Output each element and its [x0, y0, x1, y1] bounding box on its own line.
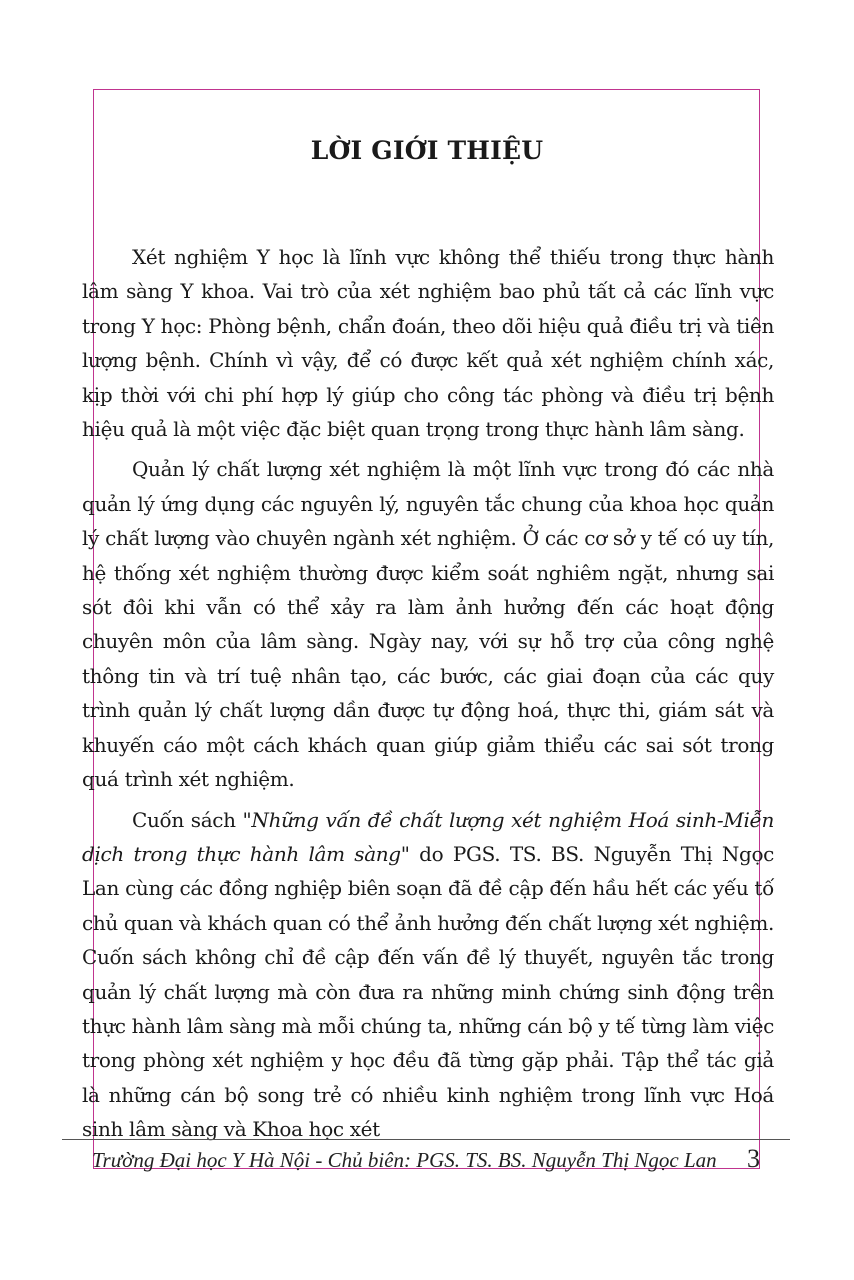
paragraph-2: Quản lý chất lượng xét nghiệm là một lĩnh vực trong đó các nhà quản lý ứng dụng các nguyên lý, nguyên tắc chung của khoa học quản lý chất lượng vào chuyên ngành xét nghiệm. Ở các cơ sở y tế có uy tín, hệ thống xét nghiệm thường được kiểm soát nghiêm ngặt, nhưng sai sót đôi khi vẫn có thể xảy ra làm ảnh hưởng đến các hoạt động chuyên môn của lâm sàng. Ngày nay, với sự hỗ trợ của công nghệ thông tin và trí tuệ nhân tạo, các bước, các giai đoạn của các quy trình quản lý chất lượng dần được tự động hoá, thực thi, giám sát và khuyến cáo một cách khách quan giúp giảm thiểu các sai sót trong quá trình xét nghiệm.: [82, 457, 774, 792]
paragraph-3-rest: " do PGS. TS. BS. Nguyễn Thị Ngọc Lan cùng các đồng nghiệp biên soạn đã đề cập đến hầu hết các yếu tố chủ quan và khách quan có thể ảnh hưởng đến chất lượng xét nghiệm. Cuốn sách không chỉ đề cập đến vấn đề lý thuyết, nguyên tắc trong quản lý chất lượng mà còn đưa ra những minh chứng sinh động trên thực hành lâm sàng mà mỗi chúng ta, những cán bộ y tế từng làm việc trong phòng xét nghiệm y học đều đã từng gặp phải. Tập thể tác giả là những cán bộ song trẻ có nhiều kinh nghiệm trong lĩnh vực Hoá sinh lâm sàng và Khoa học xét: [82, 841, 774, 1142]
paragraph-3-lead: Cuốn sách ": [132, 807, 252, 832]
footer-text: Trường Đại học Y Hà Nội - Chủ biên: PGS. TS. BS. Nguyễn Thị Ngọc Lan: [92, 1148, 717, 1172]
footer-rule: [62, 1139, 790, 1140]
page-number: 3: [747, 1144, 760, 1173]
book-title: Những vấn đề chất lượng xét nghiệm Hoá sinh-Miễn dịch trong thực hành lâm sàng: [82, 807, 774, 866]
body-text: [82, 240, 774, 1153]
paragraph-1: Xét nghiệm Y học là lĩnh vực không thể thiếu trong thực hành lâm sàng Y khoa. Vai trò của xét nghiệm bao phủ tất cả các lĩnh vực trong Y học: Phòng bệnh, chẩn đoán, theo dõi hiệu quả điều trị và tiên lượng bệnh. Chính vì vậy, để có được kết quả xét nghiệm chính xác, kịp thời với chi phí hợp lý giúp cho công tác phòng và điều trị bệnh hiệu quả là một việc đặc biệt quan trọng trong thực hành lâm sàng.: [82, 245, 774, 442]
page-title: LỜI GIỚI THIỆU: [310, 136, 544, 165]
paragraph-3: [82, 803, 774, 1147]
